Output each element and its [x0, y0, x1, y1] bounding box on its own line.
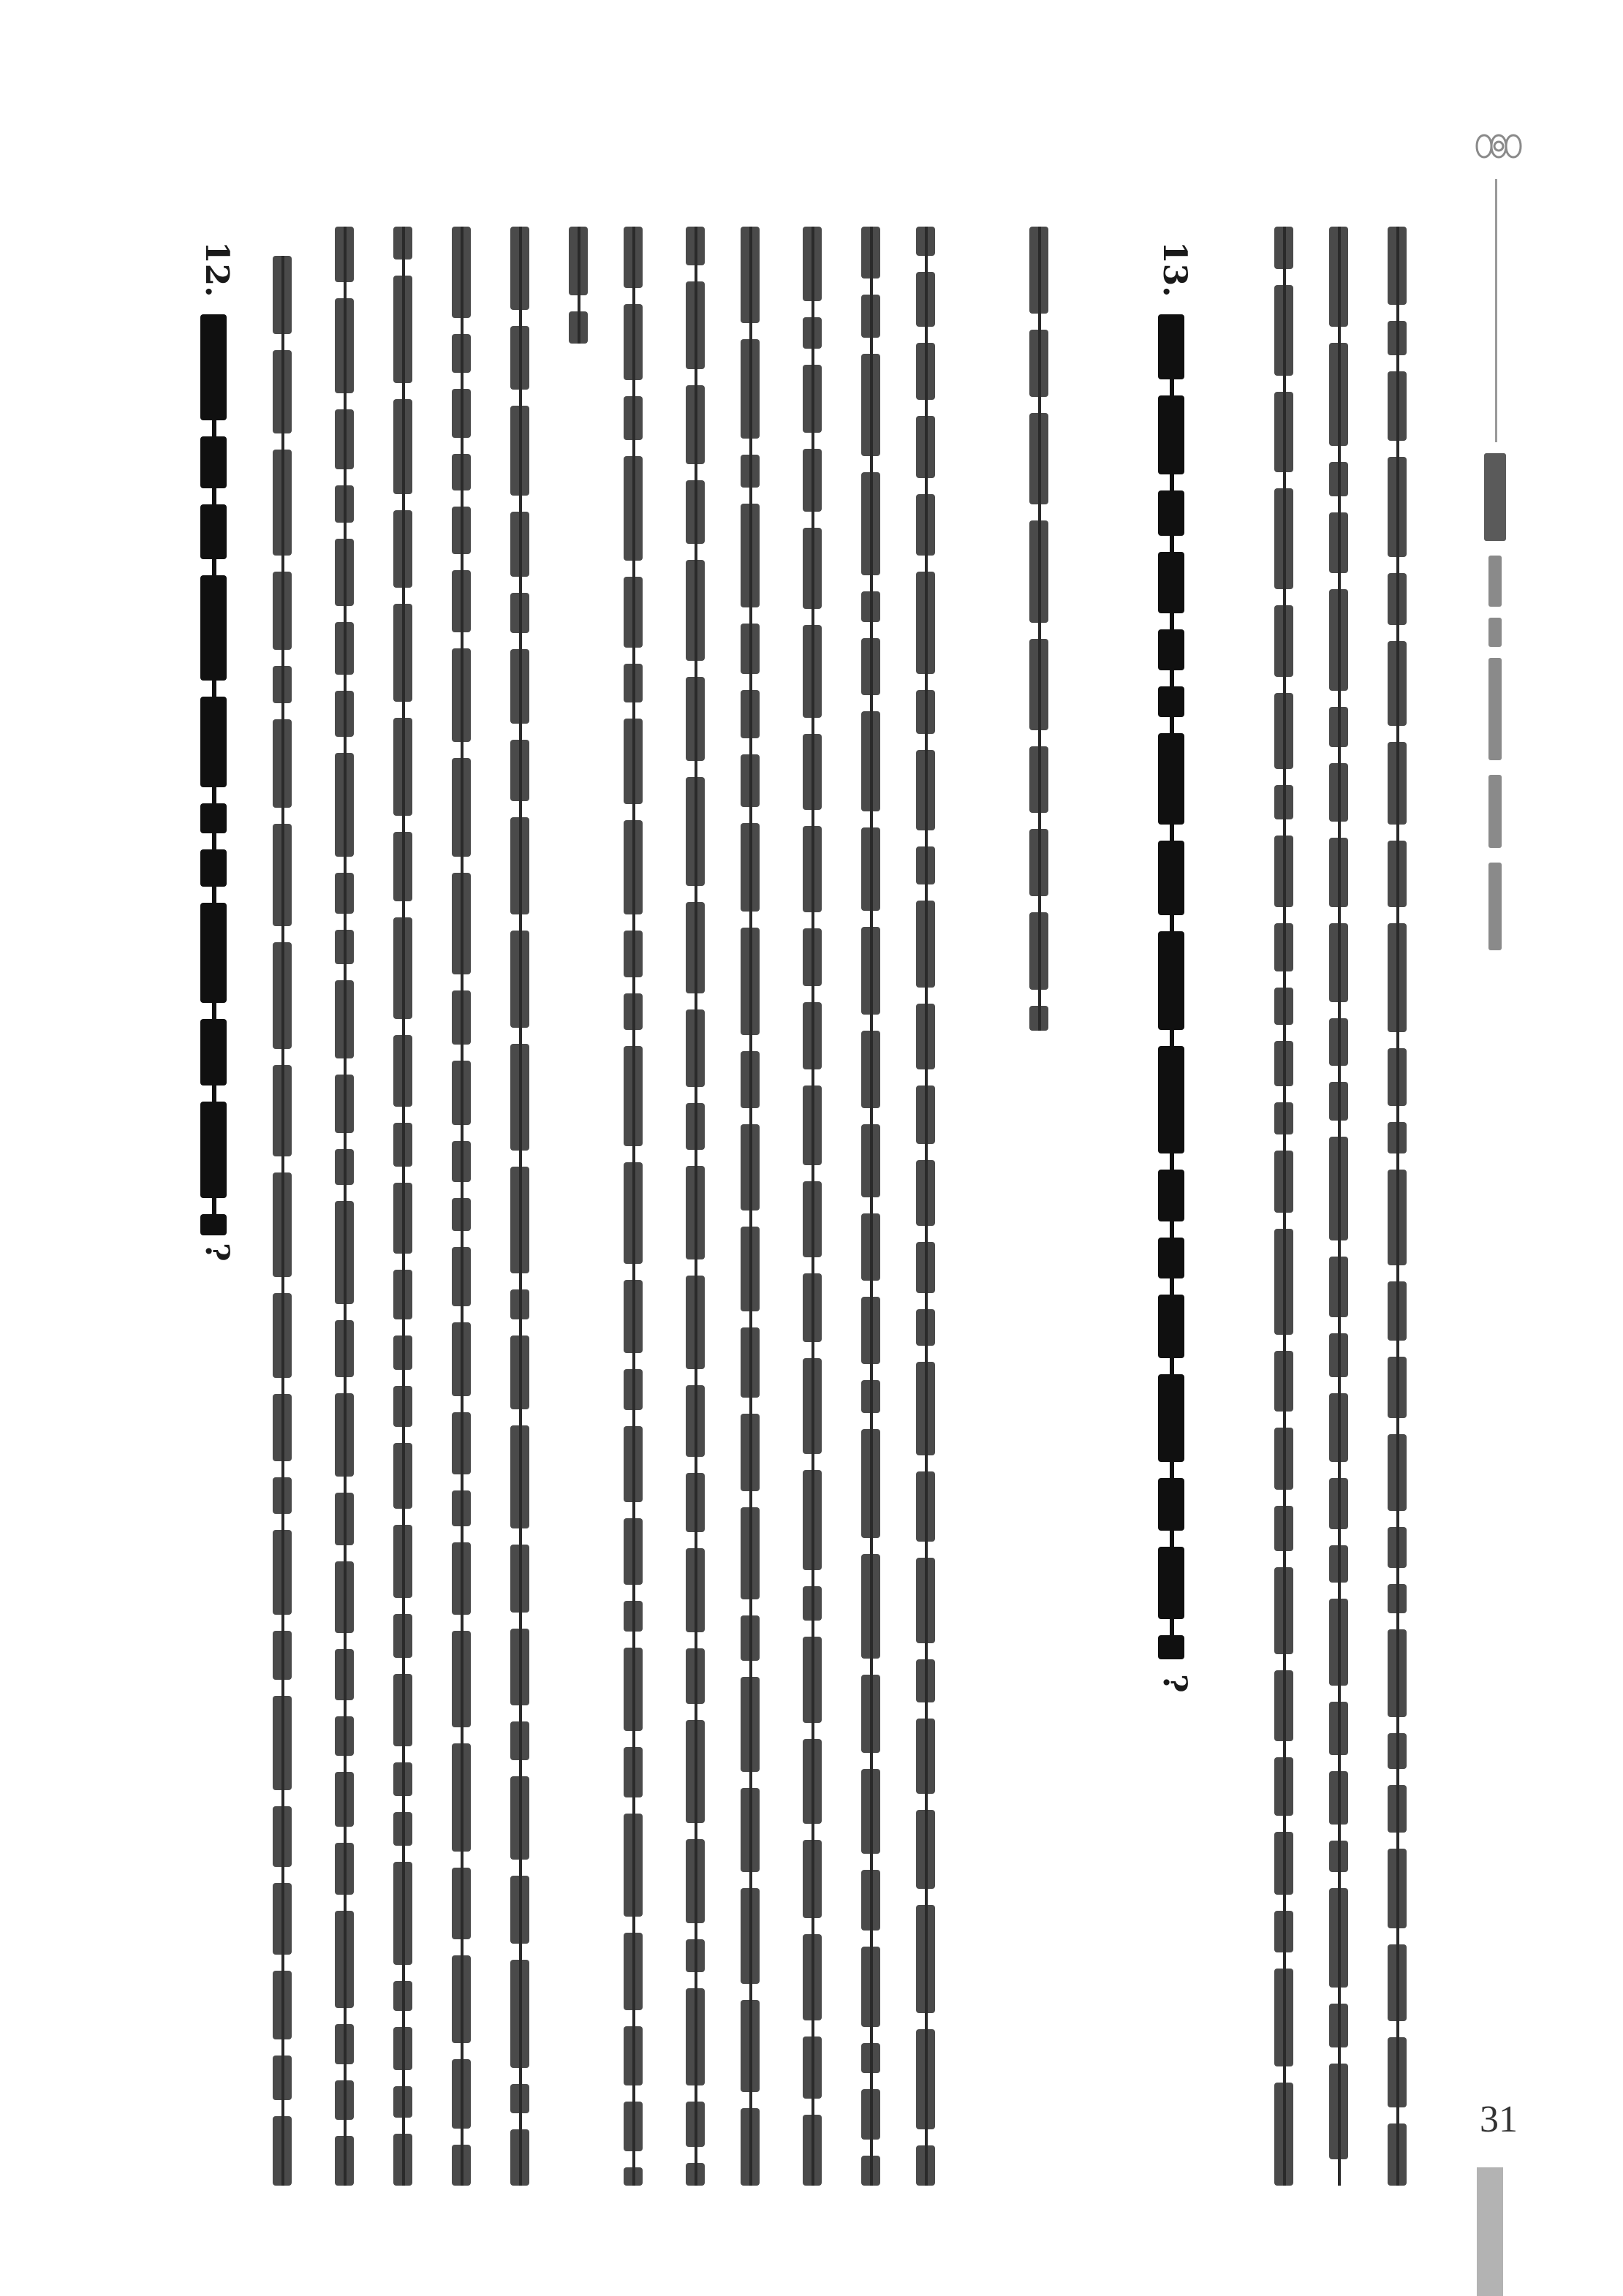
page-number: 31	[1480, 2099, 1518, 2140]
section-13-number: 13.	[1156, 241, 1193, 298]
body-text-column	[446, 227, 478, 2186]
body-text-column	[563, 227, 595, 344]
body-text-column	[267, 256, 299, 2186]
section-13-question-mark: ?	[1156, 1674, 1193, 1693]
decorative-knot-ornament-icon	[1469, 117, 1528, 175]
body-text-column	[618, 227, 650, 2186]
body-text-column	[855, 227, 888, 2186]
body-text-column	[1382, 227, 1414, 2186]
header-rule	[1495, 179, 1497, 442]
section-12-question-mark: ?	[198, 1243, 235, 1262]
section-heading-column	[1155, 314, 1187, 1659]
body-text-column	[329, 227, 361, 2186]
section-12-number: 12.	[198, 241, 235, 298]
body-text-column	[1268, 227, 1301, 2186]
body-text-column	[504, 227, 537, 2186]
body-text-column	[680, 227, 712, 2186]
body-text-column	[387, 227, 420, 2186]
body-text-column	[735, 227, 767, 2186]
running-header	[1477, 453, 1521, 965]
page-edge-tab	[1477, 2167, 1503, 2296]
body-text-column	[797, 227, 829, 2186]
body-text-column	[1024, 227, 1056, 1031]
section-heading-column	[197, 314, 230, 1235]
body-text-column	[910, 227, 942, 2186]
body-text-column	[1323, 227, 1355, 2186]
